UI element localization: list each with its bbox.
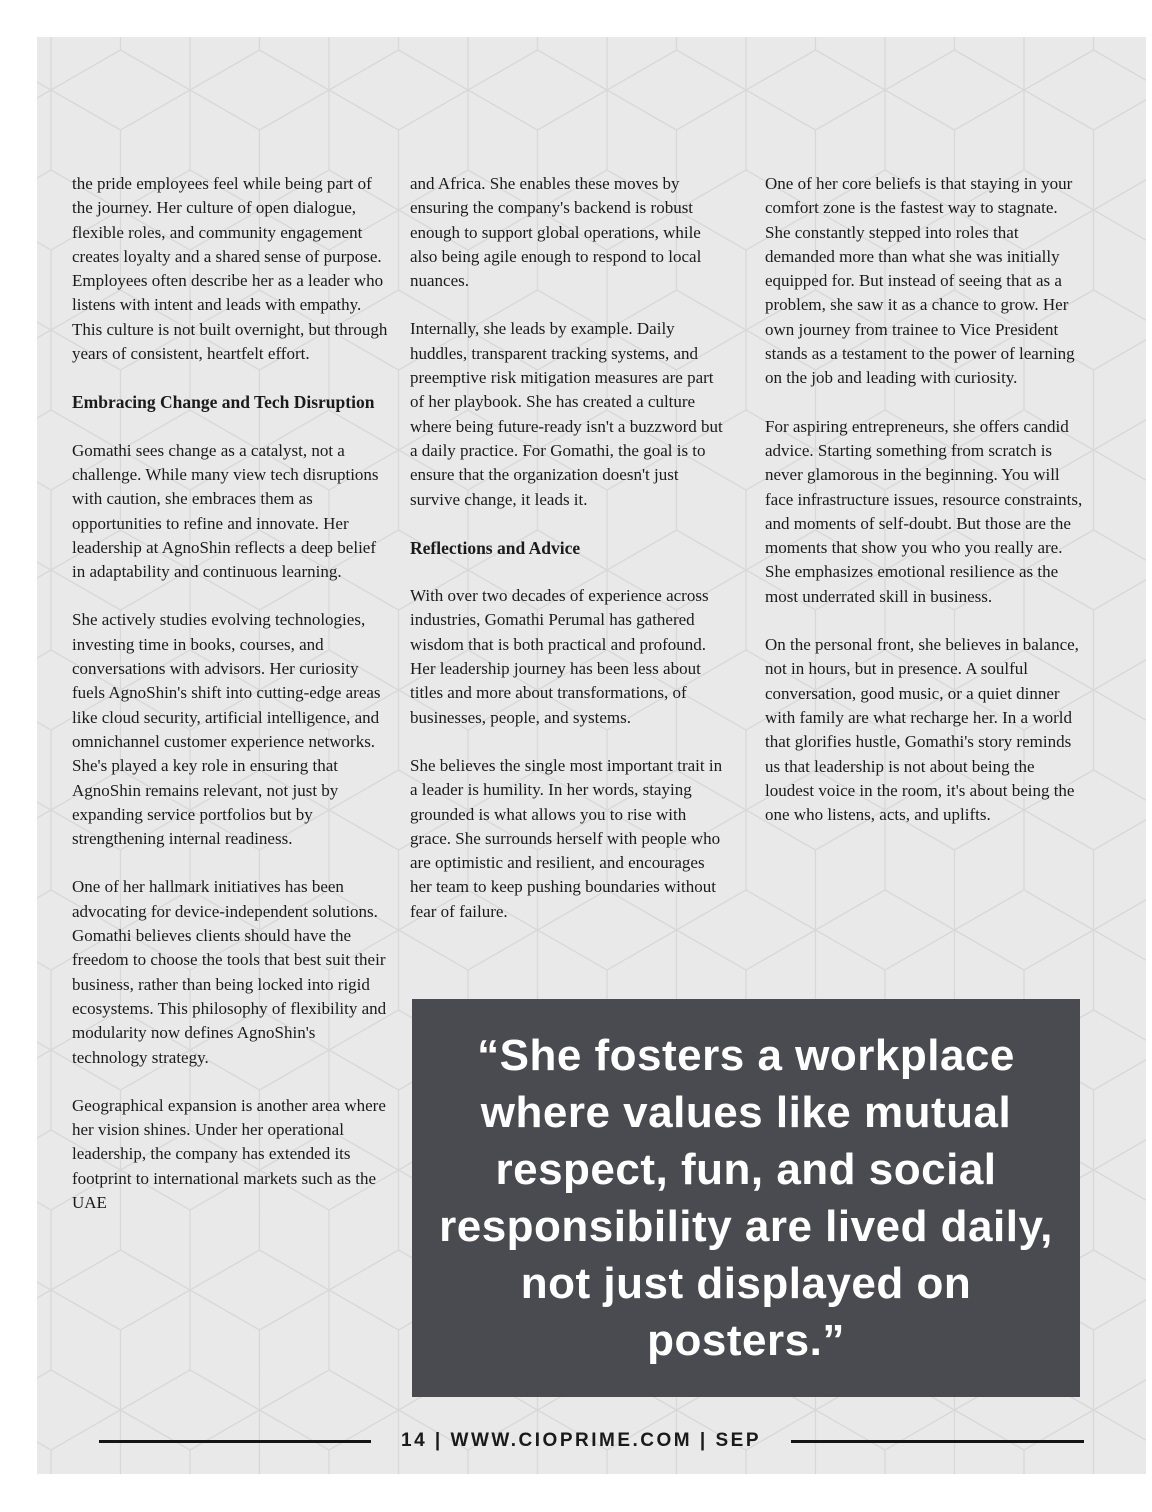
page-content-area: [37, 37, 1146, 1474]
paragraph: One of her core beliefs is that staying in your comfort zone is the fastest way to stagnate. She constantly stepped into roles that demanded more than what she was initially equipped for. But instead of seeing that as a problem, she saw it as a chance to grow. Her own journey from trainee to Vice President stands as a testament to the power of learning on the job and leading with curiosity.: [765, 174, 1075, 388]
paragraph: For aspiring entrepreneurs, she offers candid advice. Starting something from scratch is never glamorous in the beginning. You will face infrastructure issues, resource constraints, and moments of self-doubt. But those are the moments that show you who you really are. She emphasizes emotional resilience as the most underrated skill in business.: [765, 416, 1083, 606]
paragraph: On the personal front, she believes in balance, not in hours, but in presence. A soulful conversation, good music, or a quiet dinner with family are what recharge her. In a world that glorifies hustle, Gomathi's story reminds us that leadership is not about being the loudest voice in the room, it's about being the one who listens, acts, and uplifts.: [765, 635, 1079, 825]
paragraph: With over two decades of experience across industries, Gomathi Perumal has gathered wisdom that is both practical and profound. Her leadership journey has been less about titles and more about transformations, of businesses, people, and systems.: [410, 586, 709, 727]
paragraph: One of her hallmark initiatives has been advocating for device-independent solutions. Gomathi believes clients should have the freedom to choose the tools that best suit their business, rather than being locked into rigid ecosystems. This philosophy of flexibility and modularity now defines AgnoShin's technology strategy.: [72, 877, 387, 1067]
column-left: [72, 172, 390, 1239]
paragraph: and Africa. She enables these moves by ensuring the company's backend is robust enough to support global operations, while also being agile enough to respond to local nuances.: [410, 174, 702, 291]
footer-page-info: 14 | WWW.CIOPRIME.COM | SEP: [401, 1430, 761, 1451]
paragraph: Internally, she leads by example. Daily huddles, transparent tracking systems, and preemptive risk mitigation measures are part of her playbook. She has created a culture where being future-ready isn't a buzzword but a daily practice. For Gomathi, the goal is to ensure that the organization doesn't just survive change, it leads it.: [410, 319, 723, 509]
footer-divider-left: [99, 1440, 371, 1443]
page-footer: [37, 1430, 1146, 1452]
pull-quote-text: “She fosters a workplace where values like mutual respect, fun, and social responsibility are lived daily, not just displayed on posters.”: [439, 1031, 1053, 1365]
footer-divider-right: [791, 1440, 1084, 1443]
paragraph: Gomathi sees change as a catalyst, not a challenge. While many view tech disruptions with caution, she embraces them as opportunities to refine and innovate. Her leadership at AgnoShin reflects a deep belief in adaptability and continuous learning.: [72, 440, 379, 582]
paragraph: Geographical expansion is another area where her vision shines. Under her operational leadership, the company has extended its footprint to international markets such as the UAE: [72, 1095, 386, 1212]
section-heading: Embracing Change and Tech Disruption: [72, 392, 375, 413]
paragraph: the pride employees feel while being part of the journey. Her culture of open dialogue, flexible roles, and community engagement creates loyalty and a shared sense of purpose. Employees often describe her as a leader who listens with intent and leads with empathy. This culture is not built overnight, but through years of consistent, heartfelt effort.: [72, 174, 388, 364]
pull-quote-box: [412, 999, 1080, 1397]
paragraph: She actively studies evolving technologies, investing time in books, courses, and conversations with advisors. Her curiosity fuels AgnoShin's shift into cutting-edge areas like cloud security, artificial intelligence, and omnichannel customer experience networks. She's played a key role in ensuring that AgnoShin remains relevant, not just by expanding service portfolios but by strengthening internal readiness.: [72, 610, 381, 849]
paragraph: She believes the single most important trait in a leader is humility. In her words, staying grounded is what allows you to rise with grace. She surrounds herself with people who are optimistic and resilient, and encourages her team to keep pushing boundaries without fear of failure.: [410, 755, 723, 921]
section-heading: Reflections and Advice: [410, 537, 581, 558]
